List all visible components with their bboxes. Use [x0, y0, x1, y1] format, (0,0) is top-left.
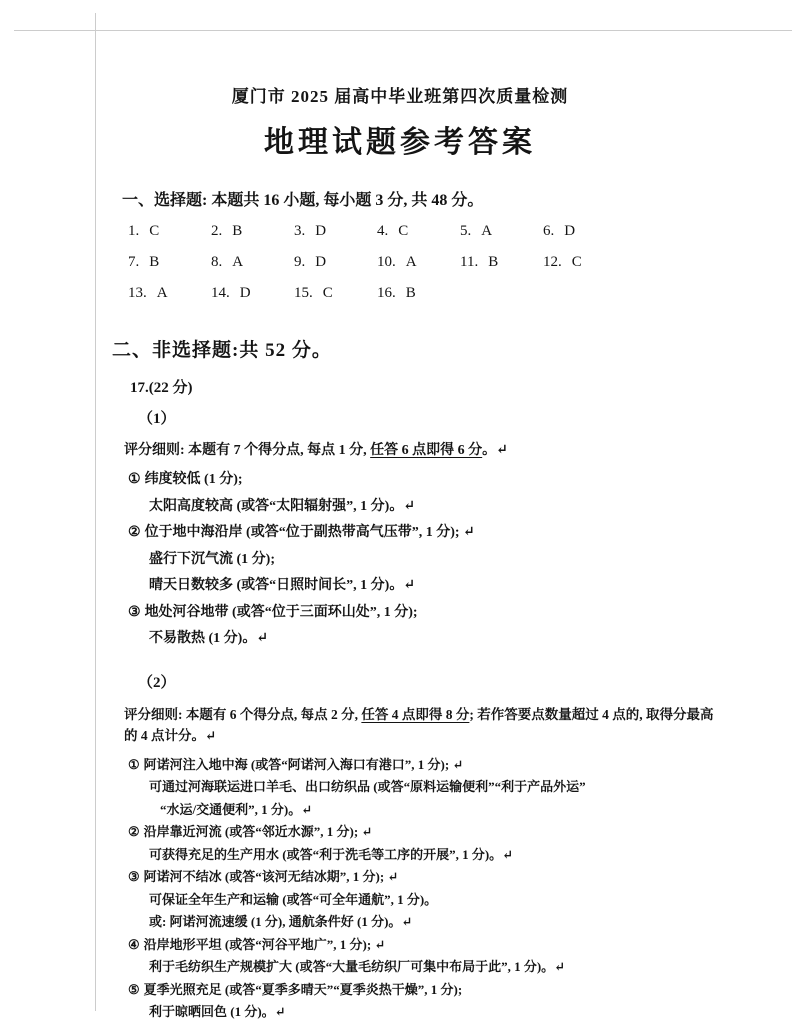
- scan-edge-vertical: [95, 13, 96, 1011]
- answer-line: 可通过河海联运进口羊毛、出口纺织品 (或答“原料运输便利”“利于产品外运”: [149, 779, 586, 794]
- document-header: [0, 0, 800, 161]
- answer-line: “水运/交通便利”, 1 分)。↵: [160, 801, 313, 817]
- answer-line: [128, 467, 758, 494]
- answer-cell-6: [543, 222, 626, 241]
- answer-text: 阿诺河注入地中海 (或答“阿诺河入海口有港口”, 1 分); ↵: [143, 756, 464, 772]
- answer-number: 1.: [128, 223, 140, 239]
- answer-line: [128, 754, 773, 777]
- answer-cell-7: [128, 253, 211, 272]
- answer-point: [128, 520, 758, 600]
- answer-line: 不易散热 (1 分)。↵: [149, 631, 269, 646]
- rubric-text: ; 若作答要点数量超过 4 点的, 取得分最高的 4 点计分。↵: [124, 706, 714, 743]
- answer-line: [128, 866, 773, 889]
- answer-line: [128, 520, 758, 547]
- answer-letter: C: [398, 223, 409, 239]
- answer-cell-8: [211, 253, 294, 272]
- answer-point: [128, 467, 758, 520]
- answer-letter: D: [564, 223, 576, 239]
- q17-part1-rubric: [124, 440, 752, 461]
- answer-text: 位于地中海沿岸 (或答“位于副热带高气压带”, 1 分); ↵: [144, 525, 475, 540]
- answer-number: 13.: [128, 285, 147, 301]
- answer-number: 14.: [211, 285, 230, 301]
- answer-point: [128, 979, 773, 1024]
- answer-letter: C: [571, 254, 582, 270]
- section1-heading: 一、选择题: 本题共 16 小题, 每小题 3 分, 共 48 分。: [122, 192, 484, 209]
- answer-letter: B: [149, 254, 160, 270]
- answer-cell-13: [128, 284, 211, 303]
- answer-point: [128, 934, 773, 979]
- q17-part2-answers: [128, 754, 773, 1024]
- answer-text: 夏季光照充足 (或答“夏季多晴天”“夏季炎热干燥”, 1 分);: [143, 981, 463, 997]
- answer-number: 16.: [377, 285, 396, 301]
- answer-line: 可获得充足的生产用水 (或答“利于洗毛等工序的开展”, 1 分)。↵: [149, 846, 514, 862]
- answer-number: 5.: [460, 223, 472, 239]
- rubric-text: 。↵: [482, 443, 508, 458]
- answer-number: 15.: [294, 285, 313, 301]
- answer-cell-5: [460, 222, 543, 241]
- circled-number: ②: [128, 525, 141, 540]
- answer-cell-1: [128, 222, 211, 241]
- answer-number: 7.: [128, 254, 140, 270]
- q17-part2-rubric: [124, 704, 714, 746]
- circled-number: ④: [128, 936, 140, 952]
- answer-letter: A: [405, 254, 417, 270]
- answer-number: 3.: [294, 223, 306, 239]
- circled-number: ③: [128, 869, 140, 884]
- answer-cell-2: [211, 222, 294, 241]
- answer-point: [128, 866, 773, 934]
- rubric-underlined-text: 任答 6 点即得 6 分: [370, 443, 483, 458]
- answer-line: [128, 600, 758, 627]
- answer-number: 9.: [294, 254, 306, 270]
- circled-number: ⑤: [128, 981, 140, 997]
- answer-line: 太阳高度较高 (或答“太阳辐射强”, 1 分)。↵: [149, 498, 416, 514]
- answer-letter: C: [322, 285, 333, 301]
- circled-number: ①: [128, 472, 141, 487]
- answer-number: 4.: [377, 223, 389, 239]
- answer-line: [128, 821, 773, 844]
- answer-cell-14: [211, 284, 294, 303]
- answer-letter: A: [156, 285, 168, 301]
- exam-title: 厦门市 2025 届高中毕业班第四次质量检测: [231, 87, 569, 106]
- rubric-text: 评分细则: 本题有 6 个得分点, 每点 2 分,: [124, 706, 362, 722]
- answer-line: 利于毛纺织生产规模扩大 (或答“大量毛纺织厂可集中布局于此”, 1 分)。↵: [149, 959, 566, 974]
- answer-cell-3: [294, 222, 377, 241]
- answer-number: 10.: [377, 254, 396, 270]
- rubric-text: 评分细则: 本题有 7 个得分点, 每点 1 分,: [124, 443, 371, 458]
- answer-text: 阿诺河不结冰 (或答“该河无结冰期”, 1 分); ↵: [143, 869, 399, 884]
- q17-part2-label: （2）: [138, 674, 176, 691]
- answer-cell-16: [377, 284, 460, 303]
- answer-number: 2.: [211, 223, 223, 239]
- answer-number: 12.: [543, 254, 562, 270]
- answer-point: [128, 821, 773, 866]
- answer-line: 盛行下沉气流 (1 分);: [149, 551, 275, 567]
- answer-line: 可保证全年生产和运输 (或答“可全年通航”, 1 分)。: [149, 891, 438, 907]
- section2-heading: 二、非选择题:共 52 分。: [112, 340, 332, 361]
- circled-number: ②: [128, 824, 140, 839]
- answer-cell-4: [377, 222, 460, 241]
- q17-part1-answers: [128, 467, 758, 653]
- answer-line: 利于晾晒回色 (1 分)。↵: [149, 1004, 286, 1019]
- answer-letter: B: [405, 285, 416, 301]
- page-title: 地理试题参考答案: [264, 126, 536, 159]
- q17-part1-label: （1）: [138, 411, 176, 427]
- answer-cell-9: [294, 253, 377, 272]
- answer-cell-10: [377, 253, 460, 272]
- scan-edge-horizontal: [14, 30, 792, 31]
- answer-line: 晴天日数较多 (或答“日照时间长”, 1 分)。↵: [149, 578, 416, 593]
- question-17-title: 17.(22 分): [130, 380, 193, 396]
- choice-answers-grid: [128, 222, 800, 303]
- answer-number: 8.: [211, 254, 223, 270]
- rubric-underlined-text: 任答 4 点即得 8 分: [361, 706, 470, 722]
- answer-cell-11: [460, 253, 543, 272]
- answer-letter: A: [481, 223, 493, 239]
- answer-text: 沿岸地形平坦 (或答“河谷平地广”, 1 分); ↵: [143, 936, 386, 952]
- answer-cell-15: [294, 284, 377, 303]
- answer-cell-12: [543, 253, 626, 272]
- answer-letter: B: [232, 223, 243, 239]
- answer-text: 地处河谷地带 (或答“位于三面环山处”, 1 分);: [144, 604, 418, 620]
- answer-point: [128, 754, 773, 822]
- answer-letter: A: [232, 254, 244, 270]
- answer-point: [128, 600, 758, 653]
- circled-number: ③: [128, 604, 141, 620]
- answer-number: 11.: [460, 254, 479, 270]
- answer-text: 纬度较低 (1 分);: [144, 472, 243, 487]
- answer-letter: C: [149, 223, 160, 239]
- answer-line: 或: 阿诺河流速缓 (1 分), 通航条件好 (1 分)。↵: [149, 914, 413, 929]
- answer-letter: D: [315, 223, 327, 239]
- answer-letter: D: [239, 285, 251, 301]
- answer-text: 沿岸靠近河流 (或答“邻近水源”, 1 分); ↵: [143, 824, 373, 839]
- answer-letter: B: [488, 254, 499, 270]
- answer-line: [128, 934, 773, 957]
- answer-line: [128, 979, 773, 1002]
- circled-number: ①: [128, 756, 140, 772]
- answer-letter: D: [315, 254, 327, 270]
- answer-number: 6.: [543, 223, 555, 239]
